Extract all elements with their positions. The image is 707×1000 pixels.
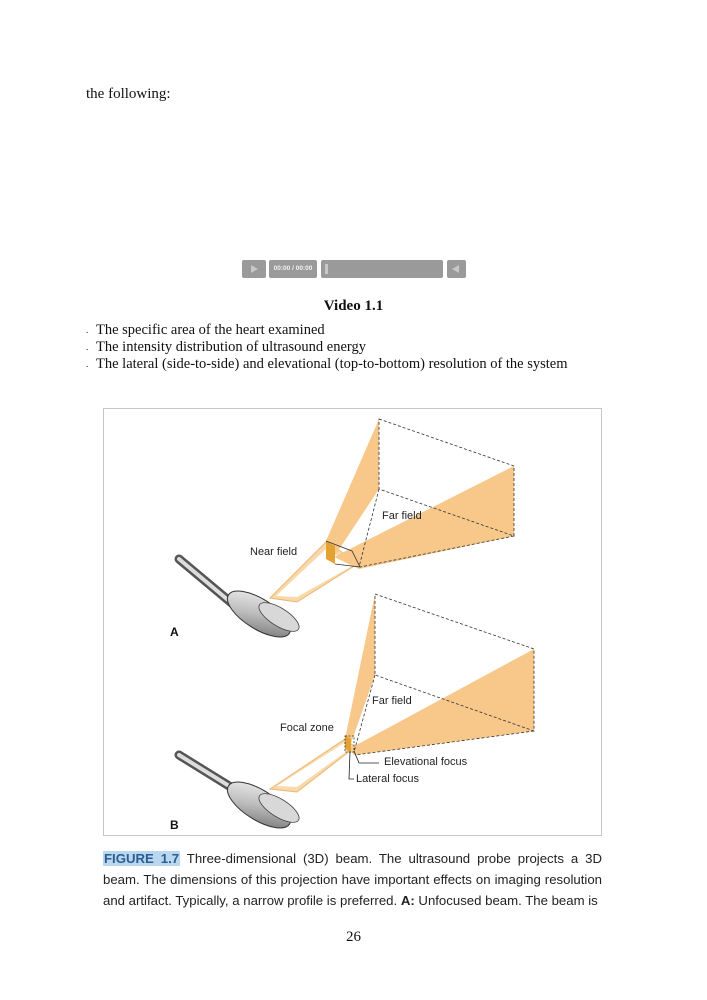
caption-text-2: Unfocused beam. The beam is <box>414 893 598 908</box>
list-item-text: The intensity distribution of ultrasound energy <box>96 339 366 355</box>
list-item <box>86 339 568 356</box>
video-caption: Video 1.1 <box>323 298 384 314</box>
figure-1-7 <box>103 408 602 836</box>
figure-tag[interactable]: FIGURE 1.7 <box>104 851 180 866</box>
list-item <box>86 322 568 339</box>
panel-a-label: A <box>170 625 179 639</box>
figure-caption <box>103 848 602 911</box>
far-field-beam-vertical <box>326 419 379 557</box>
panel-b <box>170 594 534 837</box>
volume-button[interactable] <box>447 260 466 278</box>
elevational-focus-label: Elevational focus <box>384 756 468 768</box>
lateral-focus-label: Lateral focus <box>356 773 419 785</box>
list-item-text: The lateral (side-to-side) and elevational (top-to-bottom) resolution of the system <box>96 356 568 372</box>
bullet-marker: . <box>86 342 89 352</box>
seek-bar[interactable] <box>321 260 443 278</box>
video-player <box>242 260 466 278</box>
list-item-text: The specific area of the heart examined <box>96 322 325 338</box>
focal-zone-label: Focal zone <box>280 722 334 734</box>
play-button[interactable] <box>242 260 266 278</box>
speaker-icon <box>452 265 459 273</box>
list-item <box>86 356 568 373</box>
intro-text: the following: <box>86 86 171 102</box>
panel-a <box>170 419 514 646</box>
near-field-label: Near field <box>250 546 298 558</box>
beam-diagram <box>104 409 603 837</box>
bullet-marker: . <box>86 325 89 335</box>
far-field-label-b: Far field <box>372 695 412 707</box>
far-field-label-a: Far field <box>382 510 422 522</box>
page-number: 26 <box>346 929 361 945</box>
panel-b-label: B <box>170 818 179 832</box>
bullet-marker: . <box>86 359 89 369</box>
seek-handle[interactable] <box>325 264 328 274</box>
play-icon <box>251 265 258 273</box>
bullet-list <box>86 322 568 373</box>
far-field-beam-vertical <box>345 594 375 749</box>
caption-text-1: Three-dimensional (3D) beam. The ultrasound probe projects a 3D beam. The dimensions of this projection have important effects on imaging resolution and artifact. Typically, a narrow profile is preferred. <box>103 851 602 908</box>
caption-bold-a: A: <box>400 893 415 908</box>
time-display: 00:00 / 00:00 <box>269 260 317 278</box>
